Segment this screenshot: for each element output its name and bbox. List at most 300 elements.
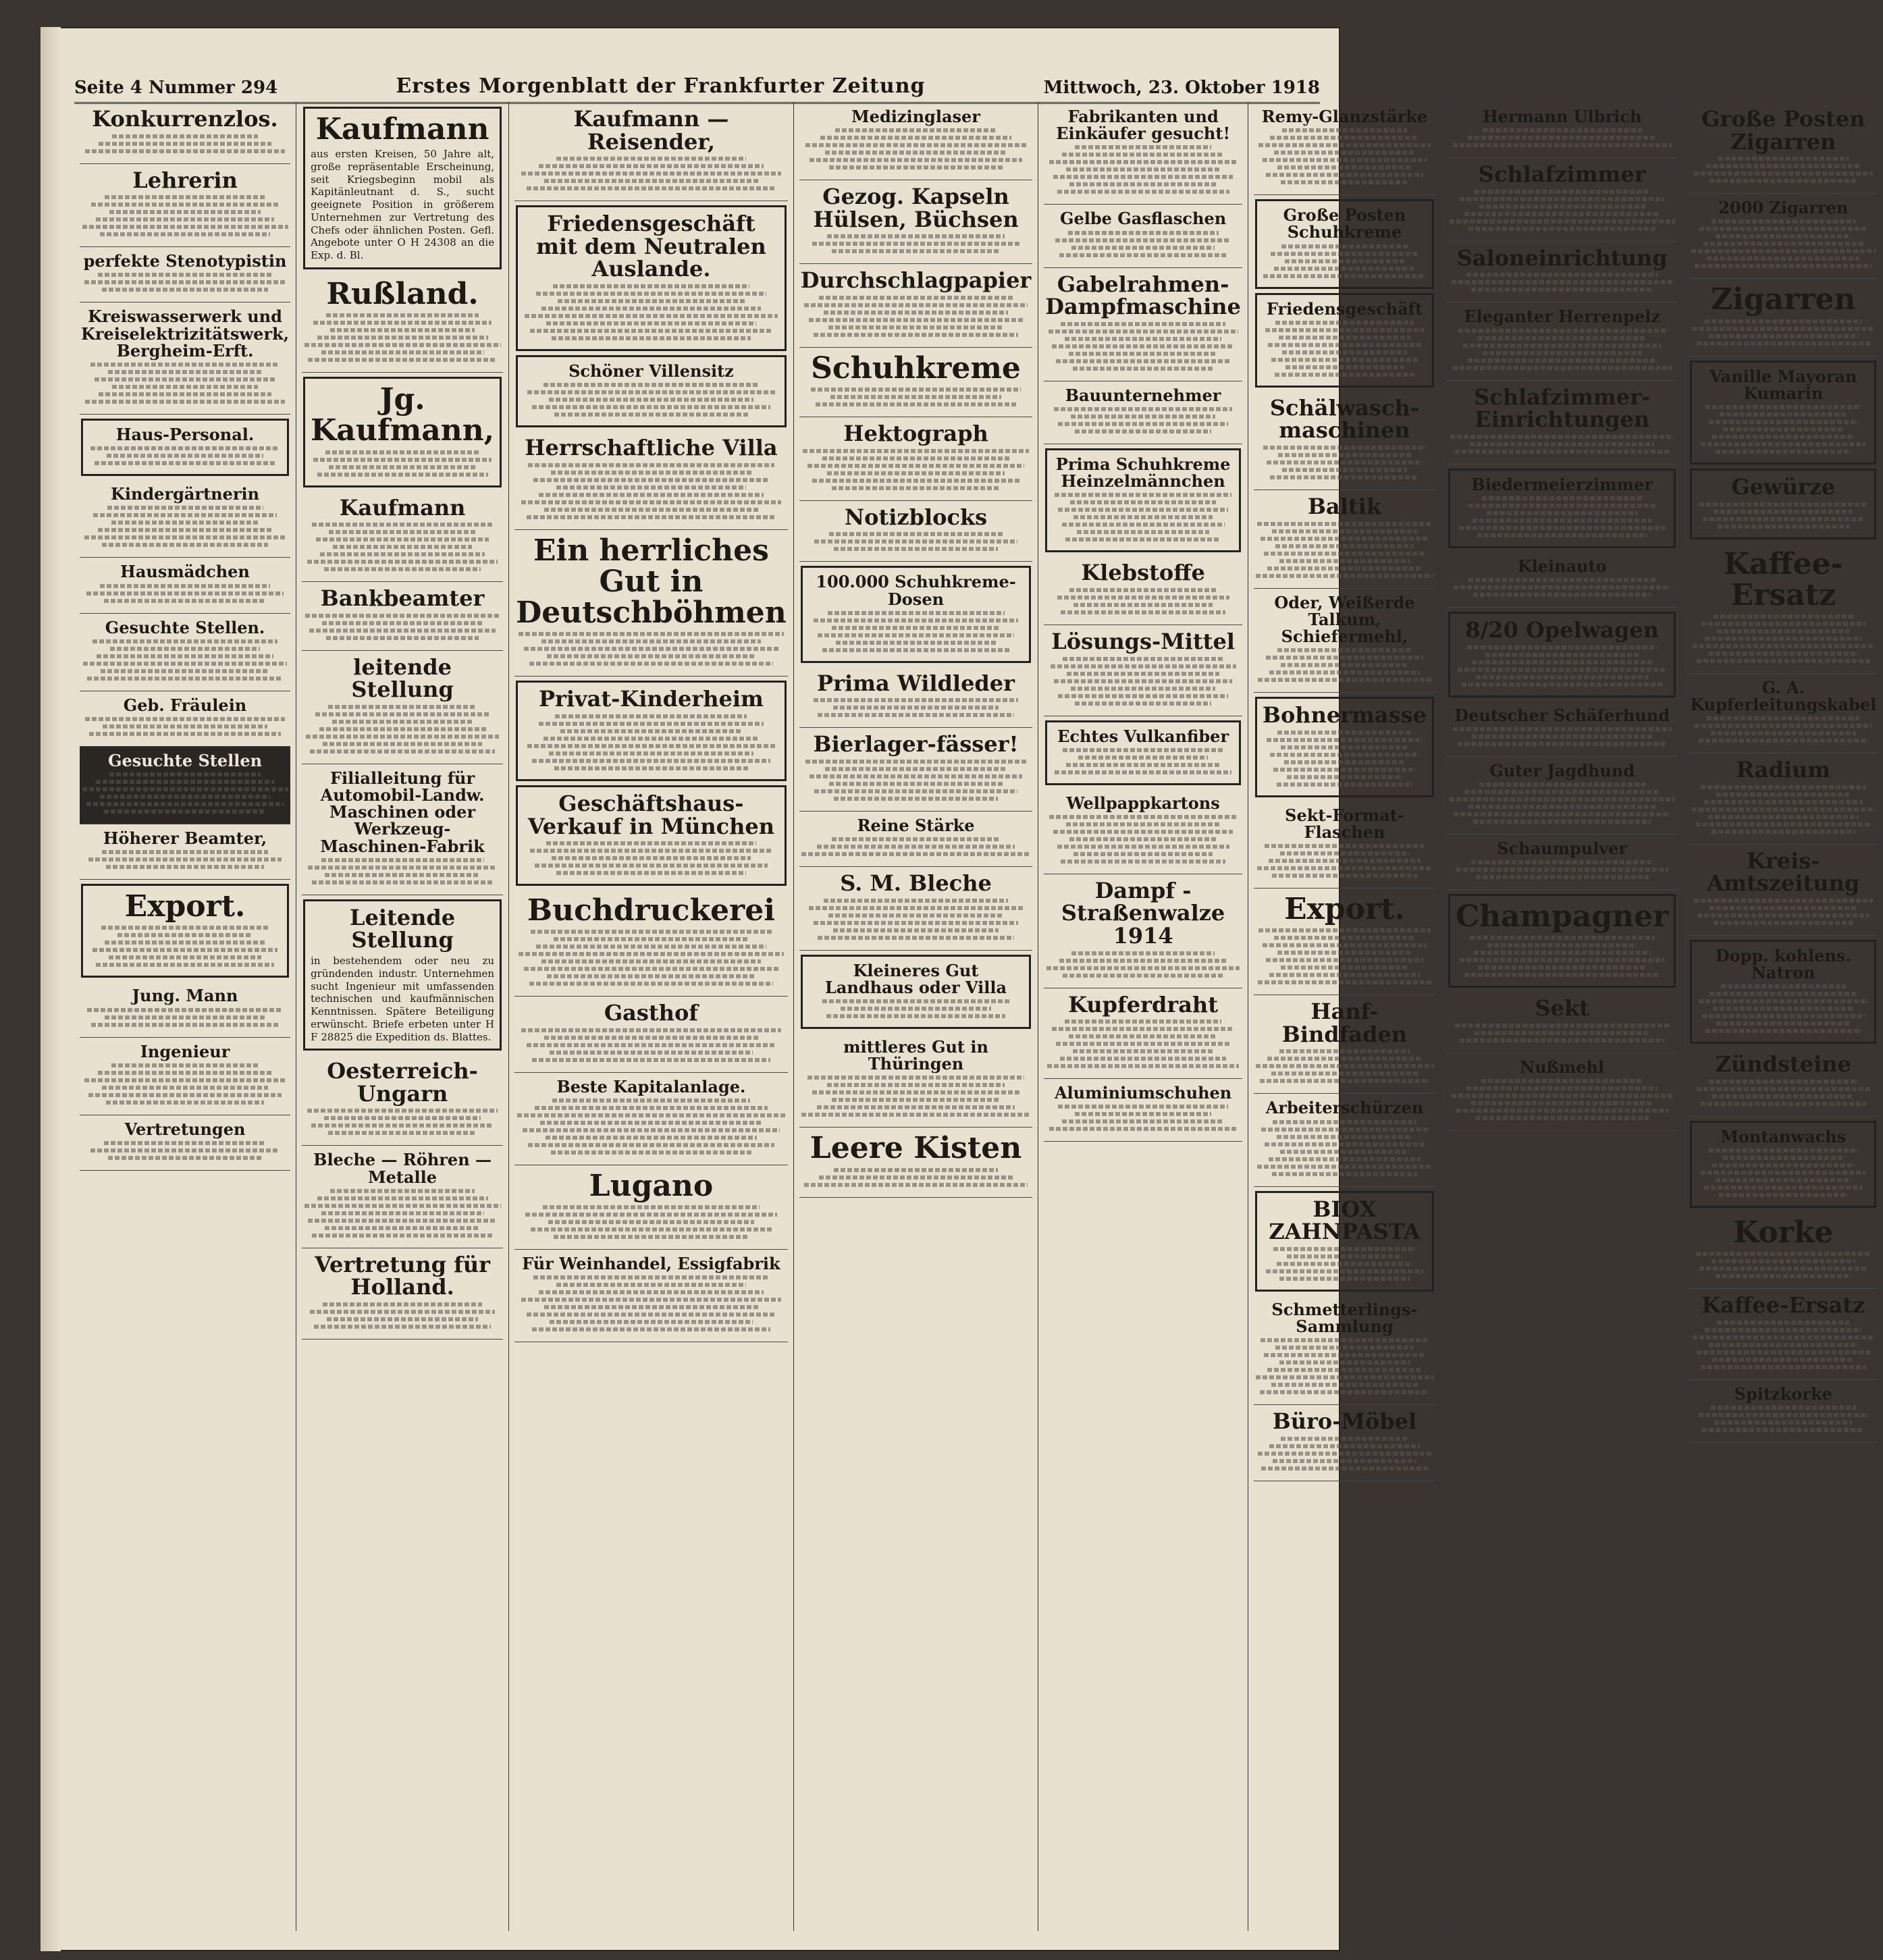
advertisement [799,180,1033,264]
ad-headline: Kleinauto [1517,556,1607,576]
advertisement [1045,448,1241,552]
ad-headline: Gezog. Kapseln Hülsen, Büchsen [813,184,1019,232]
ad-fine-print [516,930,787,986]
ad-fine-print [516,157,787,190]
ad-fine-print [808,999,1024,1018]
ad-headline: Ingenieur [140,1041,230,1061]
column-4 [794,103,1039,1931]
ad-fine-print [516,632,787,666]
advertisement [1447,381,1677,465]
ad-fine-print [1255,128,1434,184]
ad-headline: Beste Kapitalanlage. [556,1076,746,1096]
ad-fine-print [81,1008,289,1027]
ad-fine-print [303,614,502,640]
advertisement [516,681,787,781]
ad-headline: Schälwasch-maschinen [1269,394,1419,444]
advertisement [799,728,1033,812]
ad-headline: Filialleitung für Automobil-Landw. Maschinen oder Werkzeug-Maschinen-Fabrik [320,768,485,856]
ad-headline: BIOX ZAHNPASTA [1269,1196,1421,1245]
ad-headline: Oder, Weißerde Talkum, Schiefermehl, [1274,592,1415,646]
ad-fine-print [1263,244,1427,278]
ad-headline: Bohnermasse [1262,702,1427,729]
ad-fine-print [81,363,289,404]
advertisement [1254,103,1435,195]
advertisement [302,1248,503,1340]
ad-headline: Echtes Vulkanfiber [1057,726,1229,746]
ad-headline: Gabelrahmen-Dampfmaschine [1045,271,1241,320]
ad-body: aus ersten Kreisen, 50 Jahre alt, große repräsentable Erscheinung, seit Kriegsbeginn mobil als Kapitänleutnant d. S., sucht geeignete Position in größerem Unternehmen zur Vertretung des Chefs oder ähnlichen Posten. Gefl. Angebote unter O H 24308 an die Exp. d. Bl. [311,148,495,262]
masthead [74,64,1320,104]
advertisement [80,824,290,880]
advertisement [514,431,788,530]
column-5 [1038,103,1248,1931]
ad-headline: Biedermeierzimmer [1471,474,1653,494]
advertisement [799,867,1033,951]
columns-container [74,103,1877,1931]
advertisement [516,785,787,886]
advertisement [302,582,503,651]
advertisement [1254,889,1435,995]
advertisement [81,419,289,476]
column-1 [74,103,296,1931]
ad-fine-print [1263,731,1427,787]
column-8 [1683,103,1883,1931]
ad-fine-print [1690,899,1876,925]
ad-fine-print [1448,1024,1676,1042]
advertisement [514,890,788,997]
advertisement [1447,302,1677,380]
advertisement [80,164,290,248]
ad-headline: Kreis-Amtszeitung [1707,847,1860,897]
ad-headline: Bankbeamter [320,585,485,612]
ad-fine-print [1045,145,1241,194]
column-3 [509,103,794,1931]
ad-headline: Lugano [589,1169,714,1204]
ad-headline: Vertretung für Holland. [315,1251,490,1300]
advertisement [1254,1094,1435,1186]
ad-fine-print [1045,815,1241,864]
ad-fine-print [523,714,779,770]
ad-fine-print [1697,502,1869,529]
ad-fine-print [81,134,289,153]
ad-headline: Medizinglaser [851,107,980,126]
ad-headline: Schuhkreme [811,350,1021,386]
advertisement [514,997,788,1073]
ad-fine-print [523,284,779,340]
ad-headline: Kindergärtnerin [110,484,260,504]
ad-fine-print [1697,1148,1869,1197]
ad-headline: Zündsteine [1715,1051,1851,1078]
advertisement [1255,293,1434,388]
ad-headline: Hermann Ulbrich [1482,107,1642,126]
advertisement [1044,103,1242,205]
advertisement [1044,268,1242,381]
advertisement [303,899,502,1051]
advertisement [1447,552,1677,608]
advertisement [1045,720,1241,785]
ad-fine-print [81,195,289,236]
ad-fine-print [801,760,1032,801]
advertisement [514,1165,788,1250]
ad-fine-print [1045,1105,1241,1131]
ad-headline: Aluminiumschuhen [1054,1083,1232,1103]
ad-fine-print [1690,219,1876,268]
ad-headline: Hektograph [843,421,988,447]
ad-headline: Wellpappkartons [1066,793,1220,813]
advertisement [80,302,290,415]
ad-headline: Schöner Villensitz [568,361,734,381]
advertisement [302,1146,503,1248]
ad-headline: Schlafzimmer-Einrichtungen [1474,383,1651,433]
ad-headline: Prima Wildleder [817,670,1015,696]
ad-headline: Gewürze [1731,473,1836,500]
advertisement [1448,612,1676,697]
ad-headline: Klebstoffe [1081,560,1205,586]
ad-headline: Baltik [1307,493,1381,519]
advertisement [1447,835,1677,890]
ad-headline: Deutscher Schäferhund [1454,705,1670,725]
ad-fine-print [801,698,1032,717]
ad-headline: Spitzkorke [1734,1384,1832,1404]
advertisement [1254,801,1435,889]
advertisement [80,1038,290,1115]
advertisement [80,691,290,747]
ad-headline: Zigarren [1711,282,1856,317]
advertisement [801,566,1032,662]
column-2 [296,103,509,1931]
ad-fine-print [516,1275,787,1331]
ad-fine-print [1045,657,1241,706]
ad-fine-print [1448,273,1676,292]
advertisement [302,1055,503,1146]
ad-fine-print [1690,157,1876,183]
advertisement [1254,1405,1435,1481]
advertisement [80,982,290,1037]
ad-headline: Schlafzimmer [1478,161,1646,188]
ad-headline: Guter Jagdhund [1489,760,1635,780]
advertisement [1044,625,1242,716]
newspaper-page [41,27,1877,1951]
ad-headline: Gesuchte Stellen. [105,617,265,637]
ad-fine-print [1456,936,1668,977]
advertisement [80,747,290,824]
ad-fine-print [1255,1049,1434,1083]
advertisement [1044,381,1242,444]
ad-headline: Kupferdraht [1068,991,1218,1017]
ad-fine-print [1045,951,1241,978]
advertisement [80,1115,290,1171]
ad-headline: Hausmädchen [120,562,250,582]
ad-headline: Bleche — Röhren — Metalle [313,1150,492,1187]
advertisement [303,377,502,487]
ad-fine-print [1690,1252,1876,1278]
ad-fine-print [1690,716,1876,743]
ad-fine-print [81,584,289,603]
ad-fine-print [1456,496,1668,537]
ad-fine-print [1448,128,1676,147]
ad-headline: Geb. Fräulein [123,695,247,715]
ad-fine-print [81,772,289,814]
ad-headline: Durchschlagpapier [800,267,1032,294]
advertisement [80,247,290,302]
advertisement [1689,544,1878,674]
advertisement [1689,103,1878,194]
ad-headline: Vertretungen [124,1119,246,1139]
advertisement [1689,1380,1878,1443]
ad-fine-print [1255,844,1434,878]
ad-headline: Gasthof [604,1000,699,1026]
ad-fine-print [801,532,1032,551]
ad-fine-print [1045,588,1241,614]
ad-fine-print [1053,493,1234,541]
advertisement [1447,701,1677,757]
advertisement [302,492,503,583]
advertisement [514,1250,788,1342]
ad-headline: Saloneinrichtung [1456,244,1668,271]
advertisement [514,103,788,201]
ad-fine-print [1255,1437,1434,1471]
ad-fine-print [516,1098,787,1155]
ad-fine-print [81,717,289,736]
ad-fine-print [1448,329,1676,370]
ad-headline: Kaufmann [339,494,466,521]
ad-fine-print [303,1302,502,1329]
ad-headline: Haus-Personal. [115,424,255,444]
page-number: Seite 4 Nummer 294 [74,78,278,98]
ad-fine-print [88,926,282,967]
ad-headline: Höherer Beamter, [103,828,267,849]
ad-fine-print [1045,231,1241,257]
ad-headline: Reine Stärke [857,815,975,835]
ad-headline: Fabrikanten und Einkäufer gesucht! [1056,107,1230,144]
advertisement [1689,845,1878,936]
advertisement [799,1033,1033,1128]
ad-headline: mittleres Gut in Thüringen [843,1037,988,1074]
ad-headline: 100.000 Schuhkreme-Dosen [816,572,1016,609]
ad-headline: Für Weinhandel, Essigfabrik [522,1254,780,1274]
ad-fine-print [1697,984,1869,1033]
advertisement [1255,697,1434,797]
ad-fine-print [801,296,1032,337]
ad-fine-print [1255,648,1434,682]
ad-fine-print [1697,405,1869,454]
ad-headline: Bierlager-fässer! [813,731,1019,758]
ad-headline: Dopp. kohlens. Natron [1715,946,1851,983]
advertisement [1689,1289,1878,1380]
ad-body: in bestehendem oder neu zu gründenden industr. Unternehmen sucht Ingenieur mit umfassenden technischen und kaufmännischen Kenntnissen. Spätere Beteiligung erwünscht. Briefe erbeten unter H F 28825 die Expedition ds. Blattes. [311,955,495,1043]
ad-headline: Schmetterlings-Sammlung [1271,1299,1418,1336]
ad-fine-print [1690,1406,1876,1432]
ad-headline: Herrschaftliche Villa [525,435,778,461]
ad-headline: Export. [124,889,246,924]
ad-fine-print [523,841,779,875]
ad-headline: Hanf-Bindfaden [1281,999,1408,1047]
ad-headline: Leere Kisten [810,1131,1022,1166]
ad-fine-print [801,899,1032,940]
advertisement [1044,205,1242,267]
ad-fine-print [516,1205,787,1239]
advertisement [1689,279,1878,356]
advertisement [514,530,788,677]
ad-headline: Kaffee-Ersatz [1701,1292,1865,1319]
ad-fine-print [516,1028,787,1062]
advertisement [799,103,1033,180]
advertisement [1447,242,1677,303]
ad-headline: Lösungs-Mittel [1051,628,1235,654]
ad-fine-print [303,1189,502,1238]
ad-headline: Lehrerin [132,167,238,193]
ad-fine-print [81,273,289,292]
ad-headline: Leitende Stellung [350,904,456,953]
ad-headline: Montanwachs [1720,1127,1847,1147]
ad-headline: Dampf - Straßenwalze 1914 [1061,877,1225,949]
advertisement [799,501,1033,562]
ad-fine-print [1263,1247,1427,1281]
ad-fine-print [1448,783,1676,824]
advertisement [799,667,1033,729]
ad-fine-print [1448,190,1676,231]
advertisement [1448,469,1676,548]
newspaper-title: Erstes Morgenblatt der Frankfurter Zeitung [396,74,926,98]
ad-fine-print [1690,785,1876,834]
ad-headline: Große Posten Schuhkreme [1283,205,1406,242]
ad-headline: Kaffee-Ersatz [1723,546,1843,612]
ad-fine-print [303,858,502,884]
ad-fine-print [1255,522,1434,578]
ad-headline: S. M. Bleche [840,870,992,897]
advertisement [799,1128,1033,1197]
advertisement [1447,992,1677,1053]
advertisement [80,558,290,613]
advertisement [1447,1053,1677,1131]
ad-headline: Konkurrenzlos. [92,106,278,132]
ad-fine-print [523,383,779,417]
advertisement [302,651,503,764]
ad-fine-print [1690,319,1876,346]
ad-headline: Nußmehl [1520,1057,1605,1078]
ad-headline: Große Posten Zigarren [1701,106,1865,155]
ad-fine-print [303,523,502,571]
ad-headline: 8/20 Opelwagen [1465,617,1660,643]
ad-fine-print [81,850,289,869]
advertisement [1044,789,1242,874]
ad-headline: Privat-Kinderheim [538,686,764,712]
ad-fine-print [808,611,1024,652]
ad-fine-print [1045,322,1241,371]
ad-fine-print [311,450,494,477]
advertisement [1448,894,1676,988]
advertisement [801,955,1032,1029]
advertisement [1044,874,1242,988]
ad-headline: Rußland. [326,276,479,311]
ad-headline: Prima Schuhkreme Heinzelmännchen [1055,454,1231,492]
ad-fine-print [1448,1079,1676,1120]
ad-headline: Ein herrliches Gut in Deutschböhmen [516,533,787,631]
ad-fine-print [81,1063,289,1105]
advertisement [1254,589,1435,693]
ad-fine-print [1045,1019,1241,1068]
ad-fine-print [1448,578,1676,597]
ad-headline: Kaufmann [315,112,489,147]
ad-fine-print [801,1076,1032,1117]
ad-headline: Arbeiterschürzen [1265,1098,1424,1118]
advertisement [302,273,503,373]
advertisement [799,417,1033,501]
advertisement [1689,194,1878,279]
ad-fine-print [1456,645,1668,687]
advertisement [1689,753,1878,845]
ad-headline: Champagner [1456,899,1669,934]
ad-fine-print [1053,748,1234,774]
advertisement [1255,1191,1434,1292]
ad-fine-print [1690,1321,1876,1369]
advertisement [1690,361,1876,465]
ad-fine-print [1263,321,1427,377]
ad-headline: Geschäftshaus-Verkauf in München [527,790,774,839]
ad-headline: G. A. Kupferleitungskabel [1690,677,1877,715]
ad-headline: Sekt-Format-Flaschen [1285,805,1404,842]
ad-fine-print [801,837,1032,856]
ad-headline: Jung. Mann [132,986,238,1006]
ad-fine-print [1448,860,1676,879]
ad-fine-print [801,388,1032,406]
advertisement [303,107,502,269]
ad-headline: Buchdruckerei [527,893,775,928]
advertisement [80,614,290,691]
issue-date: Mittwoch, 23. Oktober 1918 [1043,78,1320,98]
ad-fine-print [1255,446,1434,479]
advertisement [1447,103,1677,158]
ad-headline: Kleineres Gut Landhaus oder Villa [824,960,1007,997]
ad-fine-print [303,1109,502,1135]
ad-fine-print [1690,1080,1876,1106]
ad-fine-print [801,1168,1032,1187]
ad-fine-print [801,449,1032,490]
ad-headline: Gelbe Gasflaschen [1060,209,1227,229]
ad-headline: 2000 Zigarren [1718,198,1849,218]
ad-headline: Eleganter Herrenpelz [1464,307,1660,327]
ad-headline: Kaufmann — Reisender, [573,106,729,155]
advertisement [1690,1121,1876,1208]
advertisement [80,480,290,558]
ad-fine-print [88,446,282,465]
ad-headline: Korke [1733,1215,1834,1250]
advertisement [1254,490,1435,589]
column-7 [1441,103,1683,1931]
advertisement [1254,392,1435,490]
ad-headline: Gesuchte Stellen [107,750,263,770]
ad-fine-print [1690,614,1876,663]
advertisement [1044,988,1242,1080]
ad-fine-print [1045,407,1241,433]
advertisement [799,348,1033,417]
advertisement [1689,674,1878,753]
ad-fine-print [303,313,502,362]
advertisement [1689,1212,1878,1289]
ad-headline: Oesterreich-Ungarn [327,1058,478,1107]
ad-fine-print [81,639,289,681]
advertisement [799,812,1033,867]
advertisement [1690,940,1876,1044]
advertisement [514,1073,788,1165]
ad-fine-print [801,128,1032,169]
ad-headline: Kreiswasserwerk und Kreiselektrizitätswerk, Bergheim-Erft. [81,307,290,361]
ad-headline: perfekte Stenotypistin [83,251,287,271]
ad-fine-print [1255,928,1434,984]
ad-headline: Friedensgeschäft [1266,298,1423,319]
ad-headline: Sekt [1535,995,1589,1022]
advertisement [302,764,503,895]
